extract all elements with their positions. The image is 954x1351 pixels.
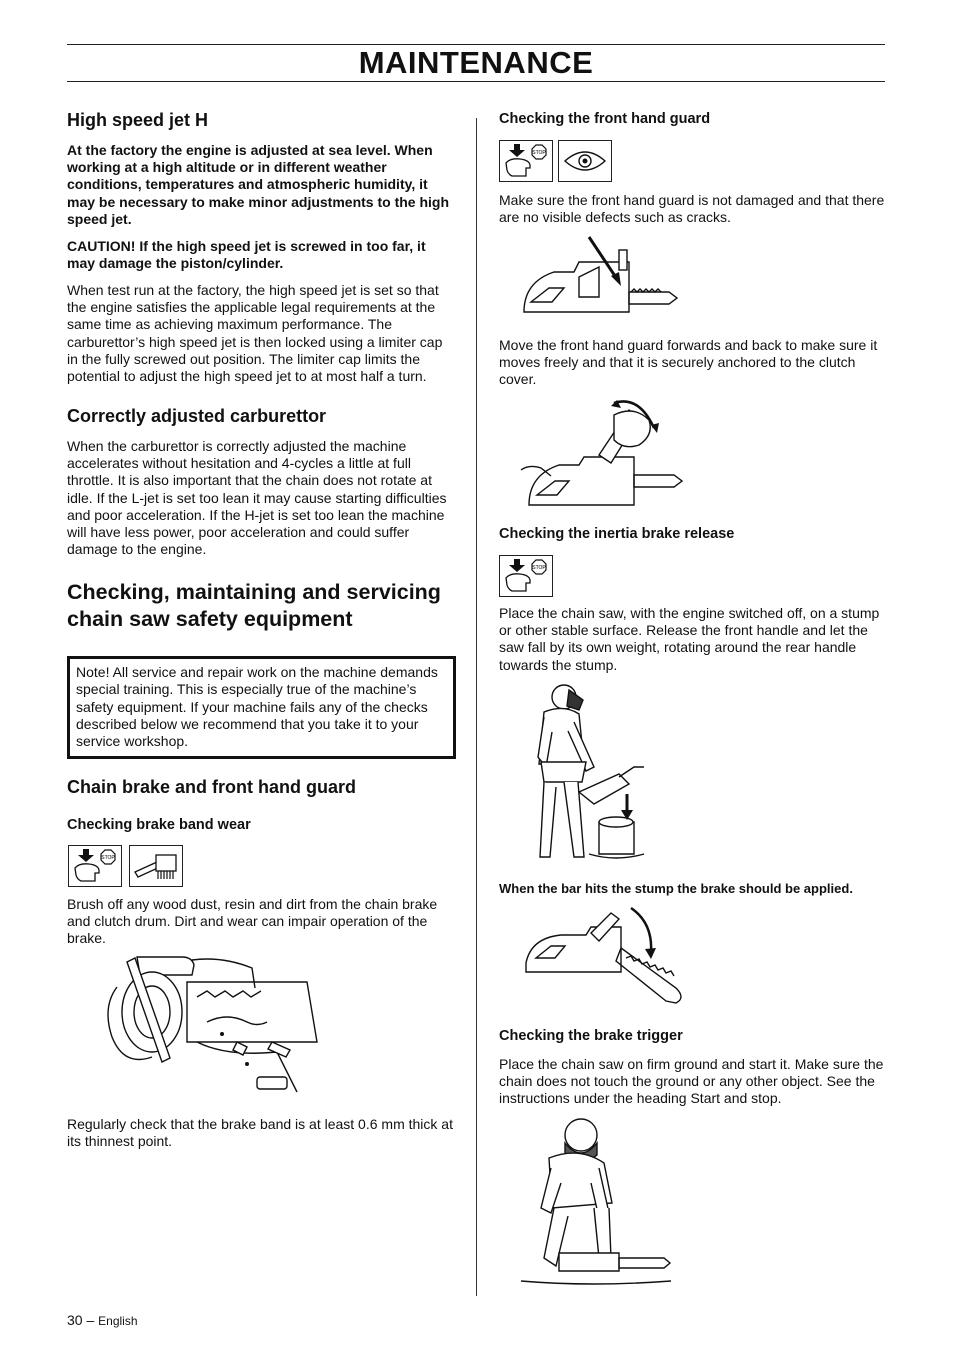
inertia-brake-body: Place the chain saw, with the engine switched off, on a stump or other stable surface. Release the front handle and let the saw fall by its own weight, rotating around the rear handle towards the stump. — [499, 605, 880, 673]
note-text: Note! All service and repair work on the machine demands special training. This is especially true of the machine’s safety equipment. If your machine fails any of the checks described below we recommend that you take it to your service workshop. — [76, 664, 438, 750]
page-number: 30 – — [67, 1312, 95, 1328]
inertia-brake-saw-illustration — [521, 903, 696, 1018]
header-bottom-rule — [67, 81, 885, 82]
high-speed-jet-caution: CAUTION! If the high speed jet is screwed in too far, it may damage the piston/cylinder. — [67, 238, 426, 272]
carburettor-body: When the carburettor is correctly adjusted the machine accelerates without hesitation and 4-cycles a little at full throttle. It is also important that the chain does not rotate at idle. If the L-jet is set too lean it may cause starting difficulties and poor acceleration. If the H-jet is set too lean the machine will have less power, poor acceleration and could suffer damage to the engine. — [67, 438, 447, 558]
stop-sign-label: STOP — [532, 150, 546, 156]
front-guard-illustration — [519, 232, 679, 327]
high-speed-jet-bold-para: At the factory the engine is adjusted at sea level. When working at a high altitude or in different weather conditions, temperatures and atmospheric humidity, it may be necessary to make minor adjustments to the high speed jet. — [67, 142, 449, 227]
footer-language: English — [98, 1314, 138, 1328]
high-speed-jet-body: When test run at the factory, the high speed jet is set so that the engine satisfies the applicable legal requirements at the same time as achieving maximum performance. The carburettor’s high speed jet is then locked using a limiter cap in the fully screwed out position. The limiter cap limits the potential to adjust the high speed jet to at most half a turn. — [67, 282, 443, 385]
note-box — [67, 656, 456, 759]
column-divider — [476, 118, 477, 1296]
brush-icon — [129, 845, 183, 887]
front-guard-body2: Move the front hand guard forwards and back to make sure it moves freely and that it is securely anchored to the clutch cover. — [499, 337, 878, 388]
inertia-brake-person-illustration — [519, 682, 649, 867]
brake-band-body2: Regularly check that the brake band is at least 0.6 mm thick at its thinnest point. — [67, 1116, 453, 1150]
brake-band-body1: Brush off any wood dust, resin and dirt from the chain brake and clutch drum. Dirt and wear can impair operation of the brake. — [67, 896, 438, 947]
heading-carburettor: Correctly adjusted carburettor — [67, 406, 327, 426]
stop-engine-icon — [68, 845, 122, 887]
heading-safety-equipment: Checking, maintaining and servicing chain saw safety equipment — [67, 580, 441, 631]
stop-sign-label: STOP — [101, 855, 115, 861]
heading-inertia-brake: Checking the inertia brake release — [499, 526, 735, 542]
heading-brake-band-wear: Checking brake band wear — [67, 817, 251, 833]
stop-engine-icon — [499, 140, 553, 182]
inertia-brake-caption: When the bar hits the stump the brake should be applied. — [499, 881, 853, 896]
brake-band-illustration — [97, 952, 327, 1102]
page-title: MAINTENANCE — [358, 45, 594, 80]
heading-brake-trigger: Checking the brake trigger — [499, 1028, 683, 1044]
front-guard-move-illustration — [519, 395, 689, 515]
brake-trigger-person-illustration — [519, 1113, 674, 1288]
heading-high-speed-jet: High speed jet H — [67, 110, 209, 130]
stop-sign-label: STOP — [532, 565, 546, 571]
page-footer — [67, 1312, 138, 1328]
heading-chain-brake: Chain brake and front hand guard — [67, 777, 357, 797]
brake-trigger-body: Place the chain saw on firm ground and start it. Make sure the chain does not touch the ground or any other object. See the instructions under the heading Start and stop. — [499, 1056, 884, 1107]
stop-engine-icon — [499, 555, 553, 597]
heading-front-hand-guard: Checking the front hand guard — [499, 111, 711, 127]
front-guard-body1: Make sure the front hand guard is not damaged and that there are no visible defects such as cracks. — [499, 192, 885, 226]
eye-inspect-icon — [558, 140, 612, 182]
